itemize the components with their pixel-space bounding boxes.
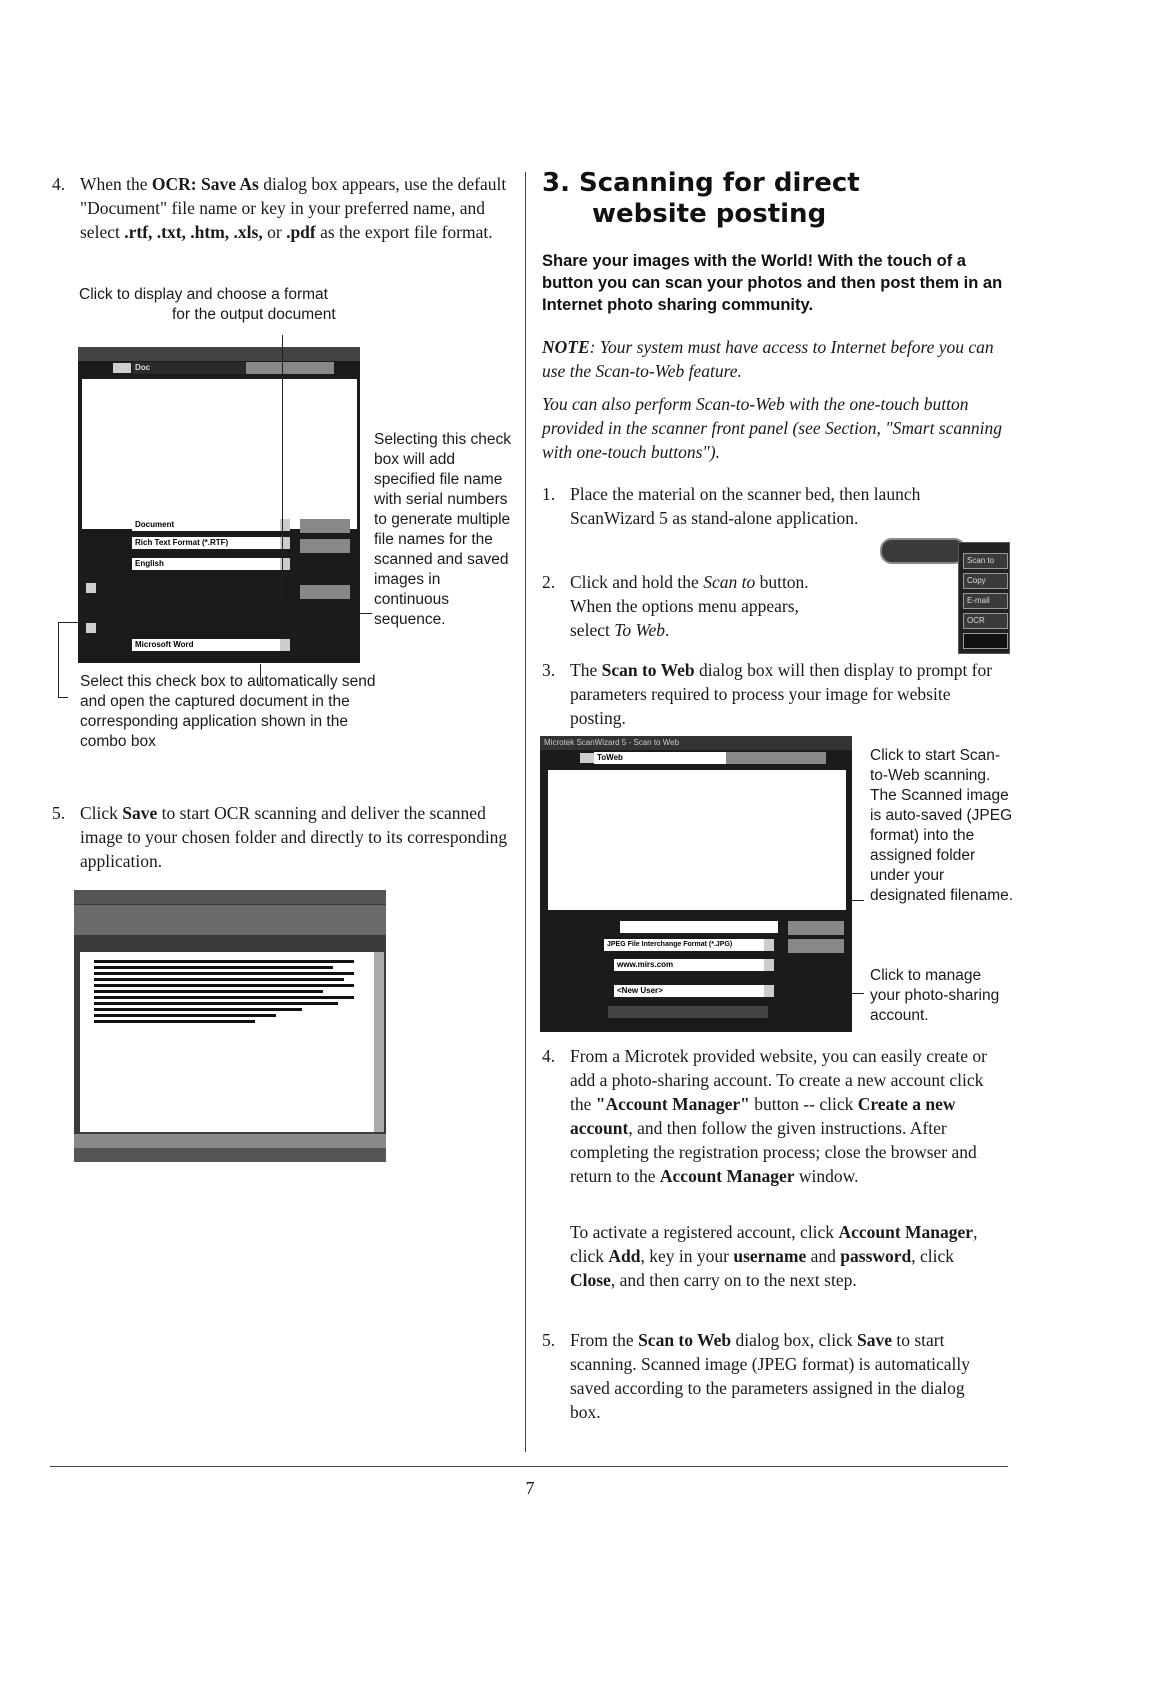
- callout-line-checkbox: [360, 613, 372, 614]
- help-button[interactable]: [300, 585, 350, 599]
- status-bar: [74, 1148, 386, 1162]
- step-text: Click and hold the Scan to button. When the options menu appears, select To Web.: [570, 572, 809, 640]
- callout-line-start: [852, 900, 864, 901]
- callout-line-send: [58, 622, 59, 697]
- column-divider: [525, 172, 526, 1452]
- file-list-area: [82, 379, 357, 529]
- step-text: The Scan to Web dialog box will then display to prompt for parameters required to process your image for website posting.: [570, 660, 993, 728]
- language-combo[interactable]: English: [132, 558, 283, 570]
- callout-checkbox-text: Selecting this check box will add specified file name with serial numbers to generate multiple file names for the scanned and saved images in continuous sequence.: [374, 431, 511, 628]
- filename-field[interactable]: Document: [132, 519, 283, 531]
- step-text: From a Microtek provided website, you can easily create or add a photo-sharing account. To create a new account click the "Account Manager" button -- click Create a new account, and then follow the given instructions. After completing the registration process; close the browser and return to the Account Manager window.: [570, 1046, 987, 1186]
- step-text: Place the material on the scanner bed, then launch ScanWizard 5 as stand-alone application.: [570, 484, 921, 528]
- dialog-titlebar: [78, 347, 360, 361]
- step-number: 2.: [542, 572, 556, 592]
- callout-send-text: Select this check box to automatically send and open the captured document in the corresponding application shown in the combo box: [80, 673, 376, 750]
- ocr-save-as-dialog-screenshot: [78, 347, 360, 663]
- dialog-toolbar: [246, 362, 334, 374]
- folder-field[interactable]: ToWeb: [594, 752, 727, 764]
- menu-item-ocr[interactable]: OCR: [963, 613, 1008, 629]
- word-document-screenshot: [74, 890, 386, 1162]
- menu-item-scan-to[interactable]: Scan to: [963, 553, 1008, 569]
- folder-field[interactable]: Doc: [132, 362, 255, 374]
- user-combo-arrow[interactable]: [764, 985, 774, 997]
- callout-line-format: [282, 335, 283, 597]
- step-text: When the OCR: Save As dialog box appears, use the default "Document" file name or key in your preferred name, and select .rtf, .txt, .htm, .xls, or .pdf as the export file format.: [80, 174, 507, 242]
- send-checkbox[interactable]: [86, 623, 96, 633]
- menu-item-email[interactable]: E-mail: [963, 593, 1008, 609]
- website-combo-arrow[interactable]: [764, 959, 774, 971]
- save-label: Save: [122, 803, 158, 823]
- callout-manage-text: Click to manage your photo-sharing account.: [870, 967, 1000, 1024]
- step-number: 1.: [542, 484, 556, 504]
- section-heading: 3. Scanning for direct website posting: [542, 168, 860, 229]
- file-list-area: [548, 770, 846, 910]
- step-text: From the Scan to Web dialog box, click Save to start scanning. Scanned image (JPEG format) is automatically saved according to the parameters assigned in the dialog box.: [570, 1330, 970, 1422]
- step-number: 4.: [52, 174, 66, 194]
- cancel-button[interactable]: [788, 939, 844, 953]
- scan-to-options-menu: [958, 542, 1010, 654]
- ocr-save-as-label: OCR: Save As: [151, 174, 259, 194]
- dialog-title: Microtek ScanWizard 5 - Scan to Web: [540, 736, 852, 750]
- format-combo[interactable]: JPEG File Interchange Format (*.JPG): [604, 939, 767, 951]
- footer-rule: [50, 1466, 1008, 1467]
- step-number: 5.: [52, 803, 66, 823]
- page-number: 7: [525, 1478, 535, 1498]
- save-button[interactable]: [788, 921, 844, 935]
- serial-checkbox[interactable]: [86, 583, 96, 593]
- callout-start-text: Click to start Scan-to-Web scanning. The Scanned image is auto-saved (JPEG format) into the assigned folder under your designated filename.: [870, 747, 1014, 904]
- application-combo[interactable]: Microsoft Word: [132, 639, 283, 651]
- scan-to-web-label: Scan to Web: [601, 660, 695, 680]
- intro-paragraph: Share your images with the World! With the touch of a button you can scan your photos and then post them in an Internet photo sharing community.: [542, 252, 1003, 314]
- callout-format-line1: Click to display and choose a format: [79, 286, 328, 303]
- note-label: NOTE: [542, 337, 590, 357]
- website-combo[interactable]: www.mirs.com: [614, 959, 767, 971]
- horizontal-scrollbar[interactable]: [74, 1134, 386, 1148]
- scan-to-button[interactable]: [880, 538, 966, 564]
- note-paragraph: NOTE: Your system must have access to Internet before you can use the Scan-to-Web feature.: [542, 337, 994, 381]
- user-combo[interactable]: <New User>: [614, 985, 767, 997]
- scan-to-web-dialog-screenshot: [540, 736, 852, 1032]
- dialog-toolbar: [726, 752, 826, 764]
- menu-item-to-web[interactable]: [963, 633, 1008, 649]
- step-number: 4.: [542, 1046, 556, 1066]
- application-combo-arrow[interactable]: [280, 639, 290, 651]
- cancel-button[interactable]: [300, 539, 350, 553]
- menu-item-copy[interactable]: Copy: [963, 573, 1008, 589]
- right-step-4-activate: To activate a registered account, click Account Manager, click Add, key in your username and password, click Close, and then carry on to the next step.: [570, 1222, 978, 1290]
- account-manager-button[interactable]: [608, 1006, 768, 1018]
- filename-field[interactable]: [620, 921, 778, 933]
- callout-format-line2: for the output document: [172, 306, 336, 323]
- format-list: .rtf, .txt, .htm, .xls,: [124, 222, 263, 242]
- save-button[interactable]: [300, 519, 350, 533]
- word-toolbars: [74, 905, 386, 935]
- folder-icon: [580, 753, 594, 763]
- document-text: [94, 960, 354, 1026]
- also-paragraph: You can also perform Scan-to-Web with the one-touch button provided in the scanner front panel (see Section, "Smart scanning with one-touch buttons").: [542, 394, 1002, 462]
- step-number: 5.: [542, 1330, 556, 1350]
- folder-icon: [113, 363, 131, 373]
- callout-line-manage: [852, 993, 864, 994]
- format-combo-arrow[interactable]: [764, 939, 774, 951]
- step-number: 3.: [542, 660, 556, 680]
- vertical-scrollbar[interactable]: [374, 952, 384, 1132]
- format-combo[interactable]: Rich Text Format (*.RTF): [132, 537, 283, 549]
- step-text: Click Save to start OCR scanning and deliver the scanned image to your chosen folder and directly to its corresponding application.: [80, 803, 508, 871]
